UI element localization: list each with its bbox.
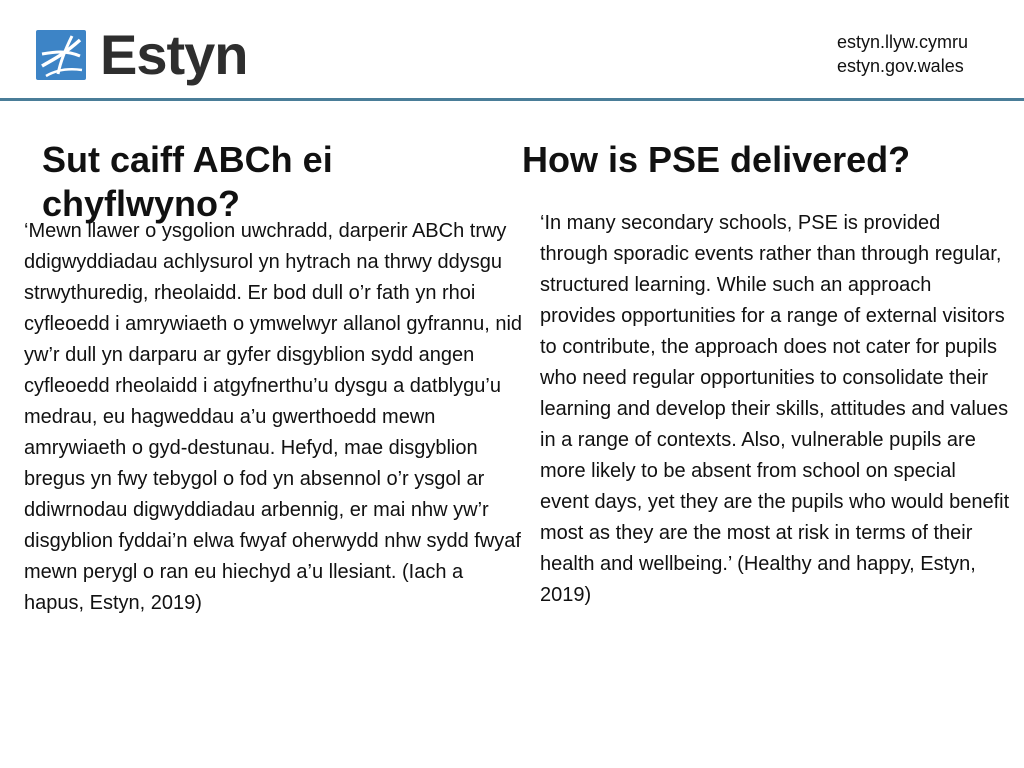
- english-heading: How is PSE delivered?: [522, 139, 911, 180]
- welsh-body: ‘Mewn llawer o ysgolion uwchradd, darperir ABCh trwy ddigwyddiadau achlysurol yn hytrach na thrwy ddysgu strwythuredig, rheolaidd. Er bod dull o’r fath yn rhoi cyfleoedd i amrywiaeth o ymwelwyr allanol gyfrannu, nid yw’r dull yn darparu ar gyfer disgyblion sydd angen cyfleoedd rheolaidd i atgyfnerthu’u dysgu a datblygu’u medrau, eu hagweddau a’u gwerthoedd mewn amrywiaeth o gyd-destunau. Hefyd, mae disgyblion bregus yn fwy tebygol o fod yn absennol o’r ysgol ar ddiwrnodau digwyddiadau arbennig, er mai nhw yw’r disgyblion fyddai’n elwa fwyaf oherwydd nhw sydd fwyaf mewn perygl o ran eu hiechyd a’u llesiant. (Iach a hapus, Estyn, 2019): [24, 220, 523, 614]
- english-body: ‘In many secondary schools, PSE is provided through sporadic events rather than through regular, structured learning. While such an approach provides opportunities for a range of external visitors to contribute, the approach does not cater for pupils who need regular opportunities to consolidate their learning and develop their skills, attitudes and values in a range of contexts. Also, vulnerable pupils are more likely to be absent from school on special event days, yet they are the pupils who would benefit most as they are the most at risk in terms of their health and wellbeing.’ (Healthy and happy, Estyn, 2019): [540, 212, 1010, 606]
- site-urls: [837, 30, 968, 78]
- url-welsh[interactable]: estyn.llyw.cymru: [836, 32, 968, 52]
- estyn-logo-icon: [36, 30, 86, 80]
- url-english[interactable]: estyn.gov.wales: [836, 56, 964, 76]
- english-column: [522, 138, 1010, 611]
- header-divider: [0, 98, 1024, 101]
- logo-wordmark: Estyn: [100, 23, 248, 86]
- estyn-logo: [36, 22, 248, 88]
- welsh-column: [24, 138, 522, 619]
- welsh-heading: Sut caiff ABCh ei chyflwyno?: [42, 139, 333, 224]
